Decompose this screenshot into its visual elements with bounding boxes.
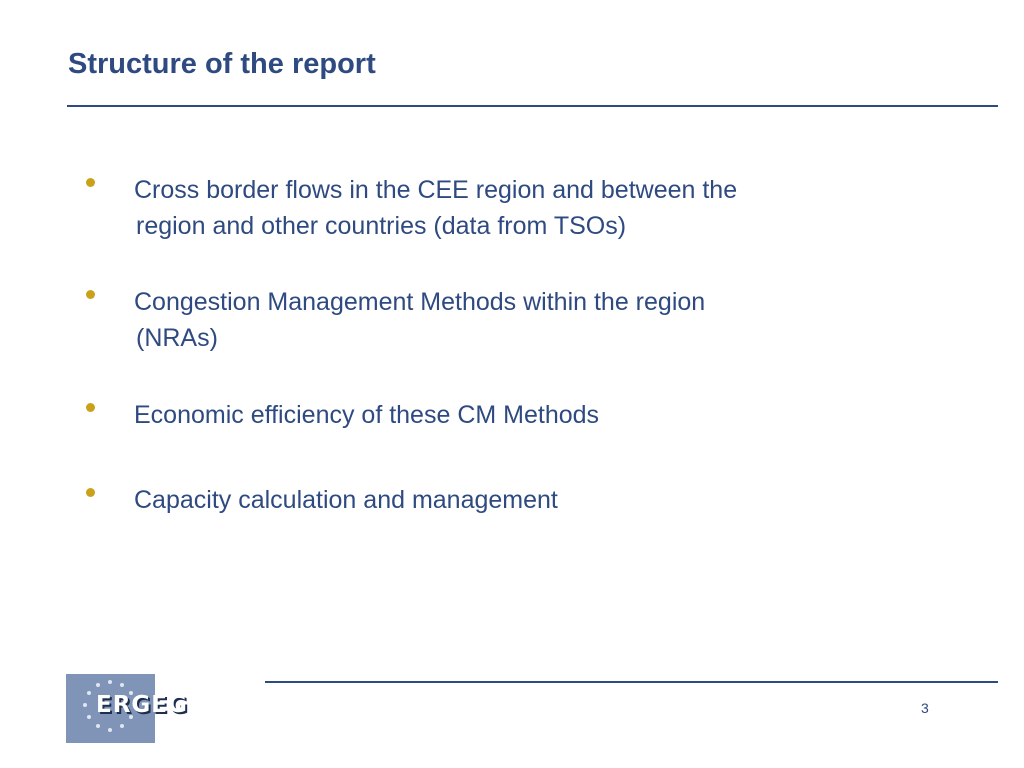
bullet-text: [134, 172, 737, 244]
title-divider: [67, 105, 998, 107]
bullet-line: Congestion Management Methods within the region: [134, 288, 706, 316]
page-number: 3: [921, 700, 929, 716]
bullet-line: Capacity calculation and management: [134, 486, 558, 514]
footer-divider: [265, 681, 998, 683]
bullet-line-continued: region and other countries (data from TSOs): [136, 212, 627, 240]
bullet-text: [134, 397, 599, 433]
logo-text: ERGEG: [96, 692, 188, 718]
bullet-dot-icon: [86, 290, 95, 299]
bullet-dot-icon: [86, 403, 95, 412]
bullet-dot-icon: [86, 488, 95, 497]
ergeg-logo: [66, 674, 188, 743]
bullet-line: Economic efficiency of these CM Methods: [134, 401, 600, 429]
bullet-line-continued: (NRAs): [136, 324, 218, 352]
slide-title: Structure of the report: [68, 48, 376, 80]
bullet-text: [134, 482, 558, 518]
bullet-text: [134, 284, 705, 356]
bullet-dot-icon: [86, 178, 95, 187]
bullet-line: Cross border flows in the CEE region and between the: [134, 176, 738, 204]
